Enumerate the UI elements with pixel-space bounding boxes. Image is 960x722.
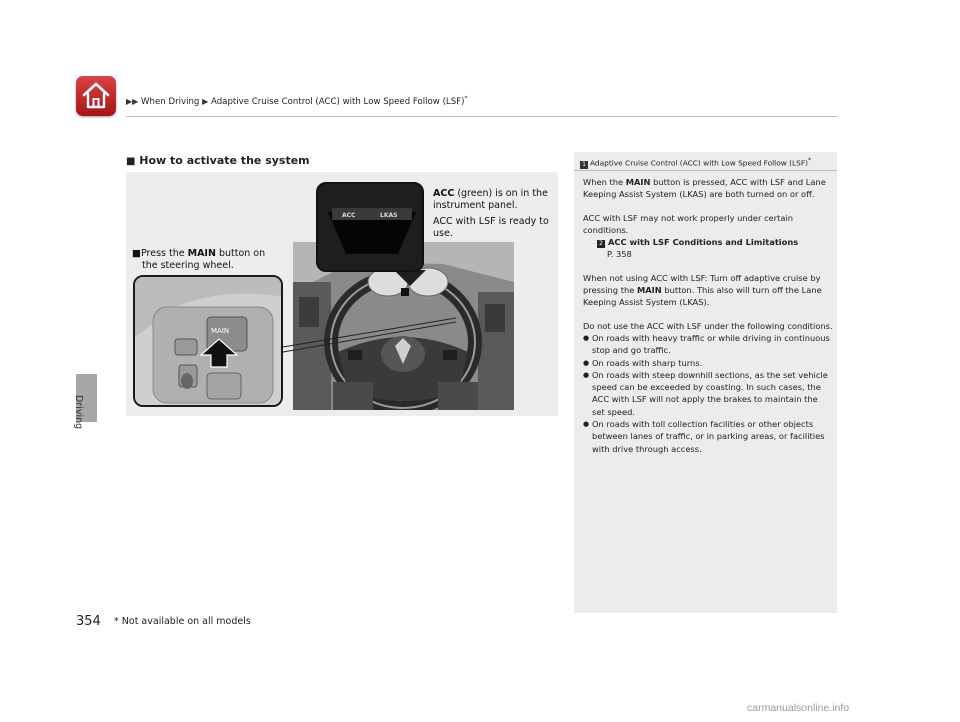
list-item: ● On roads with toll collection facilities or other objects between lanes of traffic, or in parking areas, or facilities with drive through access. <box>583 418 833 455</box>
note-paragraph-2: ACC with LSF may not work properly under certain conditions. 2 ACC with LSF Conditions and Limitations P. 358 <box>583 212 833 261</box>
side-note-panel <box>574 152 837 613</box>
section-title <box>126 154 310 167</box>
home-button[interactable] <box>76 76 116 116</box>
note-heading-star: * <box>807 157 811 164</box>
press-main-instruction <box>132 248 265 272</box>
triangle-right-icon: ▶▶ <box>126 96 139 106</box>
breadcrumb <box>126 95 467 107</box>
cross-reference-page[interactable]: P. 358 <box>607 249 632 260</box>
watermark: carmanualsonline.info <box>747 702 850 714</box>
press-suffix-2: the steering wheel. <box>142 260 234 271</box>
cross-reference-link[interactable]: 2 ACC with LSF Conditions and Limitations <box>583 236 833 248</box>
main-button-inset <box>133 275 283 407</box>
side-strip <box>76 117 97 613</box>
breadcrumb-item-acc[interactable]: Adaptive Cruise Control (ACC) with Low Speed Follow (LSF) <box>211 96 465 107</box>
list-item: ● On roads with sharp turns. <box>583 357 833 369</box>
breadcrumb-item-when-driving[interactable]: When Driving <box>141 96 200 107</box>
list-item: ● On roads with heavy traffic or while driving in continuous stop and go traffic. <box>583 332 833 357</box>
triangle-right-icon: ▶ <box>202 96 209 106</box>
section-title-text: How to activate the system <box>139 154 310 167</box>
side-tab-label: Driving <box>73 395 84 430</box>
callout-line2: instrument panel. <box>433 200 518 211</box>
note-heading: Adaptive Cruise Control (ACC) with Low Speed Follow (LSF) <box>590 158 808 168</box>
cross-reference-icon: 2 <box>597 240 605 248</box>
press-main: MAIN <box>187 248 216 259</box>
home-icon <box>82 81 110 111</box>
footnote: * Not available on all models <box>114 616 251 627</box>
lkas-indicator-label: LKAS <box>380 212 398 219</box>
list-item: ● On roads with steep downhill sections, as the set vehicle speed can be exceeded by coasting. In such cases, the ACC with LSF will not apply the brakes to maintain the set speed. <box>583 369 833 418</box>
side-note-header <box>574 152 837 171</box>
section-bullet-small: ■ <box>132 248 141 259</box>
callout-line4: use. <box>433 228 453 239</box>
acc-indicator-label: ACC <box>342 212 356 219</box>
section-bullet: ■ <box>126 156 136 167</box>
callout-acc: ACC <box>433 188 455 199</box>
note-paragraph-3: When not using ACC with LSF: Turn off adaptive cruise by pressing the MAIN button. This also will turn off the Lane Keeping Assist System (LKAS). <box>583 272 822 308</box>
callout-line1: (green) is on in the <box>454 188 548 199</box>
note-paragraph-4: Do not use the ACC with LSF under the following conditions. <box>583 320 833 331</box>
callout-line3: ACC with LSF is ready to <box>433 216 549 227</box>
steering-wheel-figure <box>126 172 558 416</box>
press-prefix: Press the <box>140 248 188 259</box>
asterisk: * <box>464 95 468 102</box>
instrument-panel-callout <box>316 182 424 272</box>
acc-callout-text <box>433 188 549 240</box>
note-bullet-list <box>583 332 833 455</box>
header-rule <box>126 116 838 117</box>
press-suffix-1: button on <box>215 248 266 259</box>
side-note-body <box>583 176 833 455</box>
main-label: MAIN <box>211 327 230 335</box>
side-note-title <box>580 157 811 169</box>
note-paragraph-1: When the MAIN button is pressed, ACC with LSF and Lane Keeping Assist System (LKAS) are both turned on or off. <box>583 177 826 200</box>
page-number: 354 <box>76 614 101 629</box>
reference-icon: 1 <box>580 161 588 169</box>
